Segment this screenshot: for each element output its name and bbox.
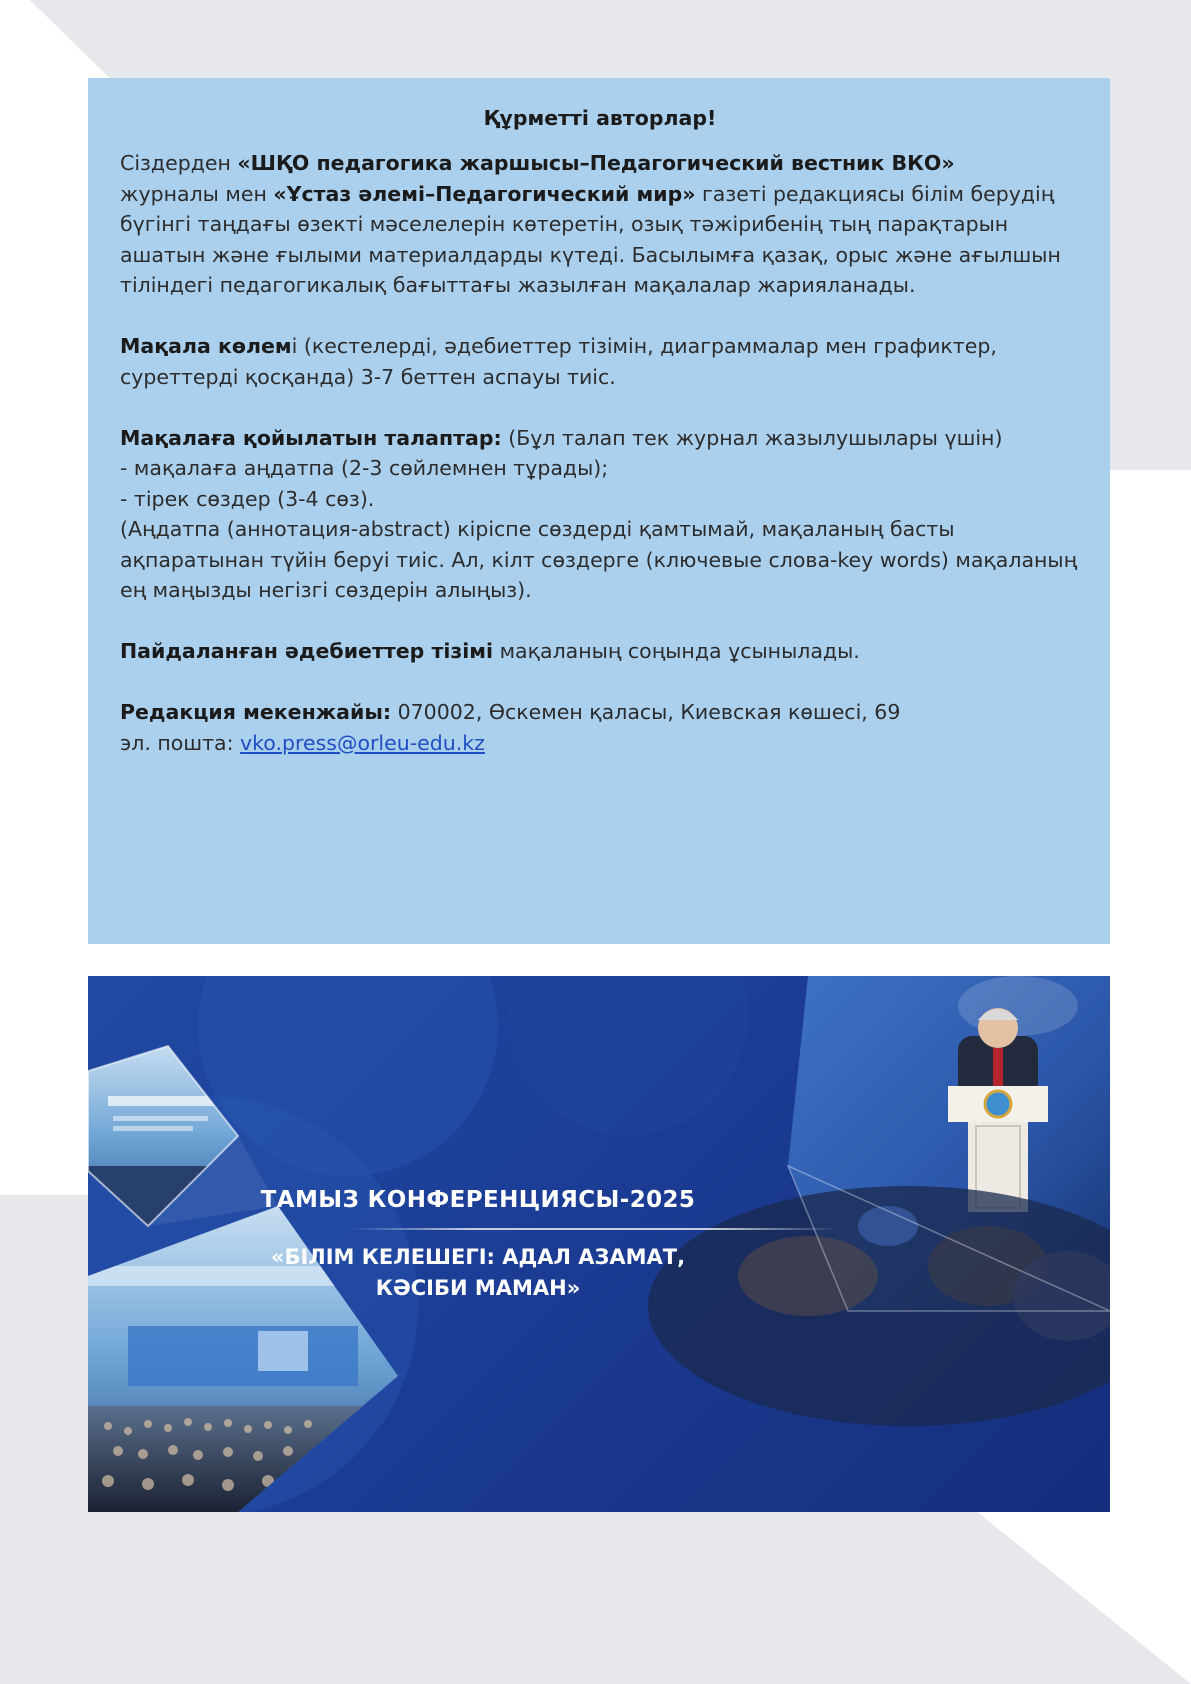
authors-notice-panel	[88, 78, 1110, 944]
notice-title: Құрметті авторлар!	[483, 106, 717, 130]
requirement-item-abstract: - мақалаға аңдатпа (2-3 сөйлемнен тұрады);	[120, 456, 609, 480]
address-text: 070002, Өскемен қаласы, Киевская көшесі, 69	[391, 700, 901, 724]
email-label: эл. пошта:	[120, 730, 241, 755]
banner-divider	[350, 1228, 838, 1230]
intro-text-2: журналы мен	[120, 181, 274, 206]
address-paragraph	[120, 697, 1080, 758]
banner-subtitle	[88, 1242, 868, 1304]
requirement-item-keywords: - тірек сөздер (3-4 сөз).	[120, 486, 375, 511]
volume-paragraph	[120, 331, 1080, 392]
volume-label: Мақала көлем	[120, 334, 292, 358]
references-text: мақаланың соңында ұсынылады.	[493, 639, 860, 663]
references-paragraph	[120, 636, 1080, 667]
email-link[interactable]: vko.press@orleu-edu.kz	[240, 730, 485, 755]
intro-paragraph	[120, 148, 1080, 301]
conference-banner	[88, 976, 1110, 1512]
address-label: Редакция мекенжайы:	[120, 700, 392, 724]
references-label: Пайдаланған әдебиеттер тізімі	[120, 639, 494, 663]
intro-text-1: Сіздерден	[120, 151, 238, 175]
volume-label-tail: і	[291, 334, 298, 358]
requirements-explanation: (Аңдатпа (аннотация-abstract) кіріспе сөздерді қамтымай, мақаланың басты ақпаратынан түйін беруі тиіс. Ал, кілт сөздерге (ключевые слова-key words) мақаланың ең маңызды негізгі сөздерін алыңыз).	[120, 517, 1078, 602]
banner-subtitle-line-1: «БІЛІМ КЕЛЕШЕГІ: АДАЛ АЗАМАТ,	[270, 1245, 686, 1269]
requirements-paragraph	[120, 423, 1080, 606]
requirements-label: Мақалаға қойылатын талаптар:	[120, 425, 502, 450]
journal-name: «ШҚО педагогика жаршысы–Педагогический вестник ВКО»	[237, 151, 955, 175]
intro-text-3: газеті редакциясы білім берудің бүгінгі таңдағы өзекті мәселелерін көтеретін, озық тәжірибенің тың парақтарын ашатын және ғылыми материалдарды күтеді. Басылымға қазақ, орыс және ағылшын тіліндегі педагогикалық бағыттағы жазылған мақалалар жарияланады.	[120, 181, 1061, 297]
banner-title: ТАМЫЗ КОНФЕРЕНЦИЯСЫ-2025	[260, 1187, 696, 1213]
volume-text: (кестелерді, әдебиеттер тізімін, диаграммалар мен графиктер, суреттерді қосқанда) 3-7 беттен аспауы тиіс.	[120, 334, 997, 389]
banner-subtitle-line-2: КӘСІБИ МАМАН»	[375, 1276, 581, 1300]
newspaper-name: «Ұстаз әлемі–Педагогический мир»	[273, 181, 696, 206]
requirements-note: (Бұл талап тек журнал жазылушылары үшін)	[501, 425, 1003, 450]
